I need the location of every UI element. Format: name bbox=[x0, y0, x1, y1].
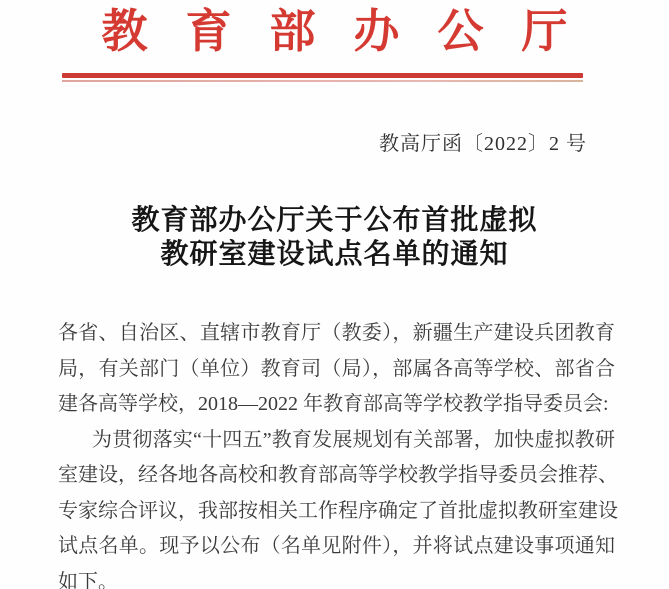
paragraph-line-1: 为贯彻落实“十四五”教育发展规划有关部署，加快虚拟教研 bbox=[92, 428, 615, 451]
paragraph-line-3: 专家综合评议，我部按相关工作程序确定了首批虚拟教研室建设 bbox=[58, 499, 618, 522]
masthead-rule bbox=[62, 73, 583, 82]
salutation-line-1: 各省、自治区、直辖市教育厅（教委），新疆生产建设兵团教育 bbox=[58, 322, 615, 344]
notice-title-line-2: 教研室建设试点名单的通知 bbox=[160, 239, 509, 270]
notice-title-line-1: 教育部办公厅关于公布首批虚拟 bbox=[131, 205, 538, 236]
masthead-rule-thick-line bbox=[62, 73, 583, 78]
paragraph-line-5: 如下。 bbox=[58, 570, 118, 589]
notice-body bbox=[0, 316, 669, 589]
masthead-rule-thin-line bbox=[62, 80, 583, 82]
salutation-line-2: 局，有关部门（单位）教育司（局），部属各高等学校、部省合 bbox=[58, 357, 615, 380]
paragraph-line-4: 试点名单。现予以公布（名单见附件），并将试点建设事项通知 bbox=[58, 535, 615, 557]
document-reference-number: 教高厅函〔2022〕2 号 bbox=[379, 133, 587, 155]
notice-title bbox=[0, 204, 669, 272]
agency-masthead: 教育部办公厅 bbox=[101, 6, 606, 57]
paragraph-line-2: 室建设，经各地各高校和教育部高等学校教学指导委员会推荐、 bbox=[58, 464, 618, 486]
salutation-line-3: 建各高等学校，2018—2022 年教育部高等学校教学指导委员会: bbox=[58, 393, 609, 415]
